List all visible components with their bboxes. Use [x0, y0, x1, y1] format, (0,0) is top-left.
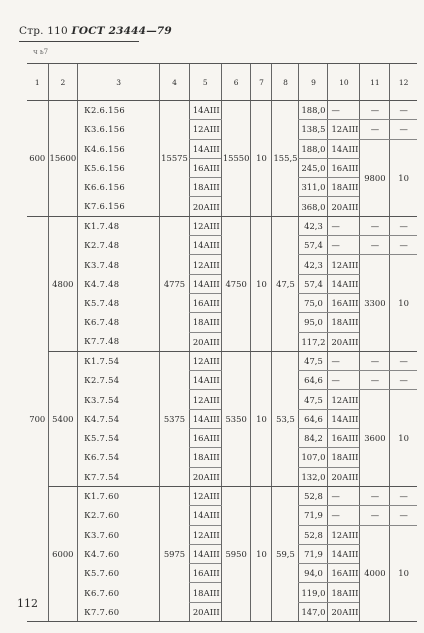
column5-cell: 20АIII [189, 332, 221, 351]
column11-cell: — [360, 216, 390, 235]
column-mark-cell: К4.6.156 [78, 139, 160, 158]
column5-cell: 12АIII [189, 216, 221, 235]
column4-cell: 4775 [160, 216, 190, 351]
column5-cell: 12АIII [189, 255, 221, 274]
column-header: 7 [251, 64, 272, 101]
column5-cell: 14АIII [189, 236, 221, 255]
column8-cell: 53,5 [272, 351, 299, 486]
column-header: 6 [221, 64, 251, 101]
column10-cell: — [328, 351, 360, 370]
table-row [27, 216, 417, 235]
column11-cell: 3300 [360, 255, 390, 351]
column-mark-cell: К3.7.48 [78, 255, 160, 274]
column-mark-cell: К7.7.60 [78, 602, 160, 621]
column9-cell: 132,0 [299, 467, 328, 486]
column9-cell: 52,8 [299, 486, 328, 505]
column4-cell: 15575 [160, 101, 190, 217]
table-row [27, 486, 417, 505]
column-mark-cell: К5.7.48 [78, 293, 160, 312]
column-mark-cell: К5.7.54 [78, 429, 160, 448]
column11-cell: 9800 [360, 139, 390, 216]
column-mark-cell: К2.6.156 [78, 101, 160, 120]
column10-cell: 20АIII [328, 332, 360, 351]
column-header: 11 [360, 64, 390, 101]
column6-cell: 15550 [221, 101, 251, 217]
column-mark-cell: К1.7.54 [78, 351, 160, 370]
column-header: 2 [48, 64, 78, 101]
column12-cell: — [390, 371, 417, 390]
column-mark-cell: К6.7.48 [78, 313, 160, 332]
standard-number: ГОСТ 23444—79 [71, 25, 172, 37]
column10-cell: 12АIII [328, 255, 360, 274]
column9-cell: 245,0 [299, 158, 328, 177]
column5-cell: 18АIII [189, 178, 221, 197]
column10-cell: — [328, 371, 360, 390]
table-body [27, 101, 417, 622]
column-header: 9 [299, 64, 328, 101]
column10-cell: 12АIII [328, 525, 360, 544]
column12-cell: 10 [390, 390, 417, 486]
column5-cell: 20АIII [189, 467, 221, 486]
table-row [27, 351, 417, 370]
column-header: 10 [328, 64, 360, 101]
column9-cell: 42,3 [299, 216, 328, 235]
column12-cell: 10 [390, 139, 417, 216]
column10-cell: 20АIII [328, 467, 360, 486]
column9-cell: 95,0 [299, 313, 328, 332]
column9-cell: 117,2 [299, 332, 328, 351]
column10-cell: 18АIII [328, 313, 360, 332]
column5-cell: 12АIII [189, 351, 221, 370]
column5-cell: 16АIII [189, 293, 221, 312]
column-mark-cell: К4.7.54 [78, 409, 160, 428]
column5-cell: 20АIII [189, 602, 221, 621]
column1-cell: 600 [27, 101, 48, 217]
span-length-cell: 6000 [48, 486, 78, 621]
column11-cell: — [360, 371, 390, 390]
column-mark-cell: К5.7.60 [78, 564, 160, 583]
column10-cell: 14АIII [328, 139, 360, 158]
column-mark-cell: К2.7.54 [78, 371, 160, 390]
column5-cell: 12АIII [189, 525, 221, 544]
column11-cell: — [360, 120, 390, 139]
column-mark-cell: К2.7.48 [78, 236, 160, 255]
column12-cell: 10 [390, 255, 417, 351]
page-number: 112 [17, 597, 38, 610]
column-mark-cell: К6.7.60 [78, 583, 160, 602]
column9-cell: 138,5 [299, 120, 328, 139]
column10-cell: 20АIII [328, 602, 360, 621]
span-length-cell: 4800 [48, 216, 78, 351]
table-row [27, 101, 417, 120]
column11-cell: — [360, 236, 390, 255]
header-rule [19, 41, 139, 42]
column5-cell: 18АIII [189, 448, 221, 467]
column9-cell: 94,0 [299, 564, 328, 583]
subnote: ч ь7 [33, 48, 49, 56]
column10-cell: — [328, 236, 360, 255]
column7-cell: 10 [251, 101, 272, 217]
column-mark-cell: К4.7.48 [78, 274, 160, 293]
column10-cell: 16АIII [328, 429, 360, 448]
column12-cell: 10 [390, 525, 417, 621]
page-header [19, 25, 172, 37]
column12-cell: — [390, 351, 417, 370]
column9-cell: 42,3 [299, 255, 328, 274]
column5-cell: 14АIII [189, 506, 221, 525]
column6-cell: 5350 [221, 351, 251, 486]
column9-cell: 75,0 [299, 293, 328, 312]
column9-cell: 71,9 [299, 544, 328, 563]
column9-cell: 119,0 [299, 583, 328, 602]
column4-cell: 5975 [160, 486, 190, 621]
column-mark-cell: К3.7.60 [78, 525, 160, 544]
column-mark-cell: К3.6.156 [78, 120, 160, 139]
column-mark-cell: К7.6.156 [78, 197, 160, 216]
column8-cell: 59,5 [272, 486, 299, 621]
column5-cell: 18АIII [189, 313, 221, 332]
column-header: 4 [160, 64, 190, 101]
column-header: 1 [27, 64, 48, 101]
column5-cell: 14АIII [189, 371, 221, 390]
column5-cell: 12АIII [189, 120, 221, 139]
column10-cell: — [328, 216, 360, 235]
column5-cell: 12АIII [189, 390, 221, 409]
column5-cell: 14АIII [189, 101, 221, 120]
column9-cell: 52,8 [299, 525, 328, 544]
column5-cell: 14АIII [189, 409, 221, 428]
column9-cell: 147,0 [299, 602, 328, 621]
column10-cell: 18АIII [328, 583, 360, 602]
column5-cell: 16АIII [189, 429, 221, 448]
column9-cell: 57,4 [299, 274, 328, 293]
column12-cell: — [390, 120, 417, 139]
column-mark-cell: К2.7.60 [78, 506, 160, 525]
column-mark-cell: К5.6.156 [78, 158, 160, 177]
column10-cell: 16АIII [328, 293, 360, 312]
column9-cell: 64,6 [299, 371, 328, 390]
column9-cell: 368,0 [299, 197, 328, 216]
column5-cell: 14АIII [189, 274, 221, 293]
column9-cell: 107,0 [299, 448, 328, 467]
column-mark-cell: К3.7.54 [78, 390, 160, 409]
column5-cell: 12АIII [189, 486, 221, 505]
column12-cell: — [390, 236, 417, 255]
page-prefix: Стр. 110 [19, 25, 68, 37]
column12-cell: — [390, 506, 417, 525]
column10-cell: 18АIII [328, 448, 360, 467]
column9-cell: 188,0 [299, 139, 328, 158]
column9-cell: 57,4 [299, 236, 328, 255]
column5-cell: 18АIII [189, 583, 221, 602]
column10-cell: — [328, 101, 360, 120]
span-length-cell: 5400 [48, 351, 78, 486]
column-mark-cell: К1.7.48 [78, 216, 160, 235]
column9-cell: 47,5 [299, 390, 328, 409]
column11-cell: — [360, 486, 390, 505]
column11-cell: — [360, 506, 390, 525]
column10-cell: 20АIII [328, 197, 360, 216]
column10-cell: 18АIII [328, 178, 360, 197]
column-header: 5 [189, 64, 221, 101]
column11-cell: — [360, 351, 390, 370]
column4-cell: 5375 [160, 351, 190, 486]
column9-cell: 47,5 [299, 351, 328, 370]
span-length-cell: 15600 [48, 101, 78, 217]
column10-cell: — [328, 506, 360, 525]
column-header: 3 [78, 64, 160, 101]
column5-cell: 14АIII [189, 544, 221, 563]
column8-cell: 155,5 [272, 101, 299, 217]
column9-cell: 84,2 [299, 429, 328, 448]
column5-cell: 16АIII [189, 158, 221, 177]
column-mark-cell: К7.7.48 [78, 332, 160, 351]
column6-cell: 5950 [221, 486, 251, 621]
column7-cell: 10 [251, 351, 272, 486]
column11-cell: — [360, 101, 390, 120]
column5-cell: 14АIII [189, 139, 221, 158]
column6-cell: 4750 [221, 216, 251, 351]
column-mark-cell: К4.7.60 [78, 544, 160, 563]
column9-cell: 64,6 [299, 409, 328, 428]
column12-cell: — [390, 101, 417, 120]
column10-cell: 16АIII [328, 564, 360, 583]
column10-cell: — [328, 486, 360, 505]
column10-cell: 14АIII [328, 544, 360, 563]
column-mark-cell: К6.7.54 [78, 448, 160, 467]
column5-cell: 16АIII [189, 564, 221, 583]
column1-cell: 700 [27, 216, 48, 621]
header-row [27, 64, 417, 101]
column11-cell: 3600 [360, 390, 390, 486]
column9-cell: 71,9 [299, 506, 328, 525]
specification-table [27, 63, 417, 622]
column9-cell: 188,0 [299, 101, 328, 120]
column-mark-cell: К7.7.54 [78, 467, 160, 486]
column8-cell: 47,5 [272, 216, 299, 351]
column12-cell: — [390, 216, 417, 235]
column7-cell: 10 [251, 216, 272, 351]
column7-cell: 10 [251, 486, 272, 621]
column9-cell: 311,0 [299, 178, 328, 197]
column-mark-cell: К1.7.60 [78, 486, 160, 505]
column11-cell: 4000 [360, 525, 390, 621]
column12-cell: — [390, 486, 417, 505]
column10-cell: 12АIII [328, 120, 360, 139]
column10-cell: 14АIII [328, 409, 360, 428]
column-header: 12 [390, 64, 417, 101]
column10-cell: 12АIII [328, 390, 360, 409]
column10-cell: 16АIII [328, 158, 360, 177]
column-header: 8 [272, 64, 299, 101]
column5-cell: 20АIII [189, 197, 221, 216]
column10-cell: 14АIII [328, 274, 360, 293]
column-mark-cell: К6.6.156 [78, 178, 160, 197]
